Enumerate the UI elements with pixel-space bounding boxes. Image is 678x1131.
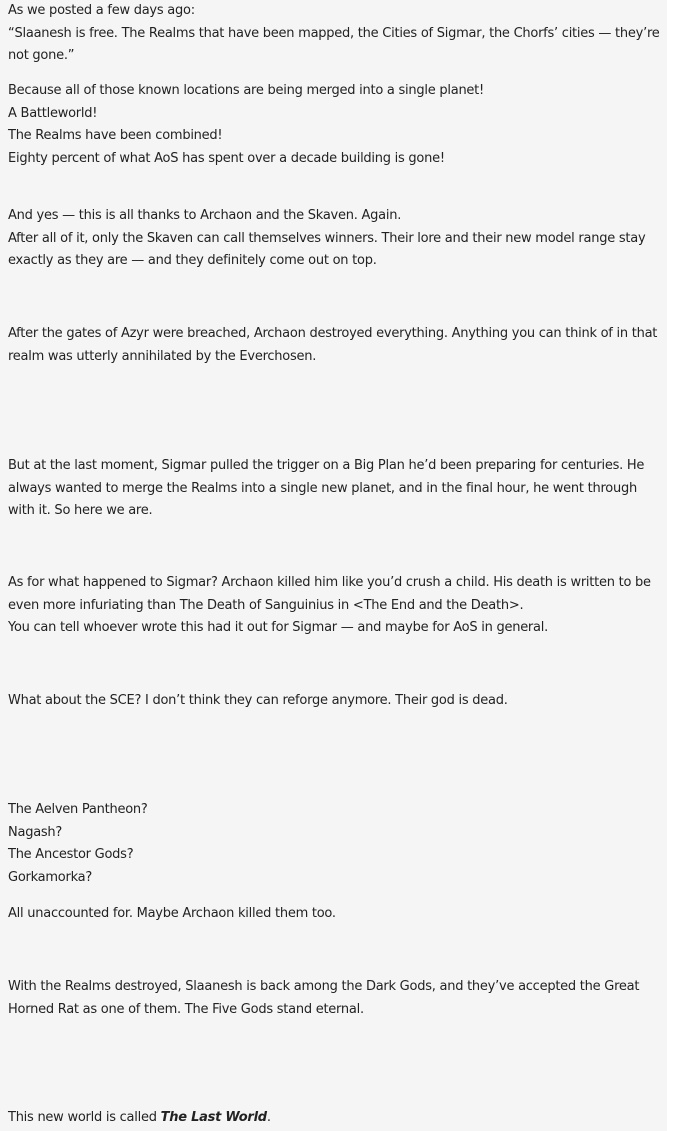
ending-prefix: This new world is called (8, 1110, 161, 1125)
big-plan-paragraph: But at the last moment, Sigmar pulled the trigger on a Big Plan he’d been preparing for centuries. He always wanted to merge the Realms into a single new planet, and in the final hour, he went through with it. So here we are. (8, 458, 645, 518)
skaven-line: After all of it, only the Skaven can call themselves winners. Their lore and their new model range stay exactly as they are — and they definitely come out on top. (8, 230, 646, 268)
god-item: Nagash? (8, 824, 63, 840)
ending-paragraph (8, 1107, 661, 1130)
god-item: The Ancestor Gods? (8, 847, 134, 862)
sce-paragraph: What about the SCE? I don’t think they can reforge anymore. Their god is dead. (8, 693, 508, 708)
merge-line: A Battleworld! (8, 105, 98, 121)
intro-paragraph (8, 0, 661, 68)
merge-line: Because all of those known locations are being merged into a single planet! (8, 83, 484, 98)
skaven-line: And yes — this is all thanks to Archaon and the Skaven. Again. (8, 208, 402, 223)
sigmar-death-paragraph (8, 572, 661, 640)
merge-line: Eighty percent of what AoS has spent over a decade building is gone! (8, 150, 445, 166)
sigmar-death-line: As for what happened to Sigmar? Archaon killed him like you’d crush a child. His death is written to be even more infuriating than The Death of Sanguinius in <The End and the Death>. (8, 575, 651, 613)
ending-suffix: . (266, 1110, 271, 1125)
intro-line: As we posted a few days ago: (8, 3, 195, 18)
unaccounted-paragraph: All unaccounted for. Maybe Archaon killed them too. (8, 906, 336, 921)
skaven-paragraph (8, 205, 661, 273)
intro-quote: “Slaanesh is free. The Realms that have been mapped, the Cities of Sigmar, the Chorfs’ cities — they’re not gone.” (8, 25, 660, 63)
merge-line: The Realms have been combined! (8, 128, 223, 143)
sigmar-death-line: You can tell whoever wrote this had it out for Sigmar — and maybe for AoS in general. (8, 620, 548, 635)
god-item: The Aelven Pantheon? (8, 802, 148, 817)
gods-list (8, 799, 661, 889)
five-gods-paragraph: With the Realms destroyed, Slaanesh is back among the Dark Gods, and they’ve accepted the Great Horned Rat as one of them. The Five Gods stand eternal. (8, 979, 640, 1017)
azyr-paragraph: After the gates of Azyr were breached, Archaon destroyed everything. Anything you can think of in that realm was utterly annihilated by the Everchosen. (8, 326, 658, 364)
god-item: Gorkamorka? (8, 869, 93, 885)
world-name: The Last World (160, 1110, 267, 1125)
merge-paragraph (8, 80, 661, 170)
